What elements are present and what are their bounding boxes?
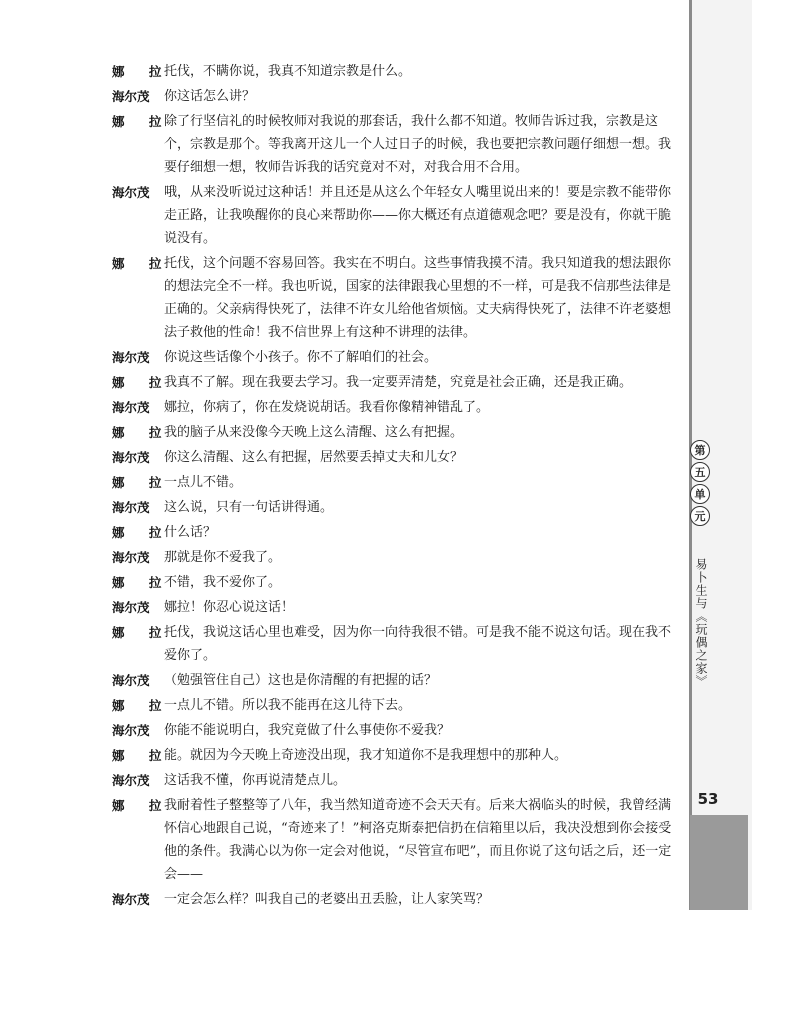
speaker-name: 娜 拉 xyxy=(112,798,172,813)
speaker-name: 海尔茂 xyxy=(112,185,150,200)
lesson-title: 易卜生与《玩偶之家》 xyxy=(694,558,708,688)
dialogue-line xyxy=(112,669,672,692)
dialogue-text: 娜拉，你病了，你在发烧说胡话。我看你像精神错乱了。 xyxy=(164,400,490,415)
speaker-name: 娜 拉 xyxy=(112,525,172,540)
dialogue-text: 你这话怎么讲？ xyxy=(164,89,256,104)
dialogue-text: 你这么清醒、这么有把握，居然要丢掉丈夫和儿女？ xyxy=(164,450,464,465)
dialogue-line xyxy=(112,252,672,344)
dialogue-line xyxy=(112,346,672,369)
dialogue-line xyxy=(112,719,672,742)
dialogue-line xyxy=(112,446,672,469)
dialogue-line xyxy=(112,181,672,250)
dialogue-line xyxy=(112,471,672,494)
unit-char: 五 xyxy=(690,462,710,482)
dialogue-text: 什么话？ xyxy=(164,525,217,540)
speaker-name: 海尔茂 xyxy=(112,550,150,565)
speaker-name: 海尔茂 xyxy=(112,892,150,907)
dialogue-line xyxy=(112,396,672,419)
speaker-name: 海尔茂 xyxy=(112,673,150,688)
page-number: 53 xyxy=(697,790,719,808)
speaker-name: 海尔茂 xyxy=(112,773,150,788)
speaker-name: 娜 拉 xyxy=(112,698,172,713)
dialogue xyxy=(112,60,672,913)
dialogue-text: 我耐着性子整整等了八年，我当然知道奇迹不会天天有。后来大祸临头的时候，我曾经满怀信心地跟自己说，“奇迹来了！”柯洛克斯泰把信扔在信箱里以后，我决没想到你会接受他的条件。我满心以为你一定会对他说，“尽管宣布吧”，而且你说了这句话之后，还一定会—— xyxy=(164,798,672,882)
unit-label xyxy=(690,440,714,528)
dialogue-line xyxy=(112,546,672,569)
speaker-name: 娜 拉 xyxy=(112,114,172,129)
dialogue-line xyxy=(112,596,672,619)
speaker-name: 海尔茂 xyxy=(112,500,150,515)
dialogue-line xyxy=(112,888,672,911)
dialogue-text: 托伐，我说这话心里也难受，因为你一向待我很不错。可是我不能不说这句话。现在我不爱你了。 xyxy=(164,625,672,663)
speaker-name: 娜 拉 xyxy=(112,375,172,390)
dialogue-line xyxy=(112,769,672,792)
dialogue-text: 一点儿不错。 xyxy=(164,475,243,490)
unit-char: 单 xyxy=(690,484,710,504)
dialogue-line xyxy=(112,694,672,717)
dialogue-text: 你说这些话像个小孩子。你不了解咱们的社会。 xyxy=(164,350,438,365)
dialogue-text: 托伐，这个问题不容易回答。我实在不明白。这些事情我摸不清。我只知道我的想法跟你的想法完全不一样。我也听说，国家的法律跟我心里想的不一样，可是我不信那些法律是正确的。父亲病得快死了，法律不许女儿给他省烦恼。丈夫病得快死了，法律不许老婆想法子救他的性命！我不信世界上有这种不讲理的法律。 xyxy=(164,256,672,340)
dialogue-line xyxy=(112,421,672,444)
speaker-name: 海尔茂 xyxy=(112,400,150,415)
dialogue-text: 我真不了解。现在我要去学习。我一定要弄清楚，究竟是社会正确，还是我正确。 xyxy=(164,375,633,390)
dialogue-text: 不错，我不爱你了。 xyxy=(164,575,282,590)
dialogue-text: 这么说，只有一句话讲得通。 xyxy=(164,500,334,515)
dialogue-text: 那就是你不爱我了。 xyxy=(164,550,282,565)
speaker-name: 娜 拉 xyxy=(112,475,172,490)
speaker-name: 海尔茂 xyxy=(112,600,150,615)
dialogue-text: 托伐，不瞒你说，我真不知道宗教是什么。 xyxy=(164,64,412,79)
speaker-name: 海尔茂 xyxy=(112,450,150,465)
dialogue-line xyxy=(112,794,672,886)
dialogue-text: 能。就因为今天晚上奇迹没出现，我才知道你不是我理想中的那种人。 xyxy=(164,748,568,763)
dialogue-line xyxy=(112,85,672,108)
dialogue-line xyxy=(112,60,672,83)
dialogue-text: 除了行坚信礼的时候牧师对我说的那套话，我什么都不知道。牧师告诉过我，宗教是这个，宗教是那个。等我离开这儿一个人过日子的时候，我也要把宗教问题仔细想一想。我要仔细想一想，牧师告诉我的话究竟对不对，对我合用不合用。 xyxy=(164,114,672,175)
dialogue-line xyxy=(112,621,672,667)
speaker-name: 娜 拉 xyxy=(112,575,172,590)
dialogue-line xyxy=(112,496,672,519)
dialogue-line xyxy=(112,371,672,394)
page-corner-tab xyxy=(690,815,748,910)
speaker-name: 娜 拉 xyxy=(112,625,172,640)
dialogue-text: （勉强管住自己）这也是你清醒的有把握的话？ xyxy=(164,673,438,688)
dialogue-line xyxy=(112,110,672,179)
speaker-name: 娜 拉 xyxy=(112,64,172,79)
dialogue-text: 娜拉！你忍心说这话！ xyxy=(164,600,295,615)
dialogue-line xyxy=(112,571,672,594)
speaker-name: 海尔茂 xyxy=(112,350,150,365)
dialogue-text: 一定会怎么样？叫我自己的老婆出丑丢脸，让人家笑骂？ xyxy=(164,892,490,907)
speaker-name: 海尔茂 xyxy=(112,89,150,104)
dialogue-text: 一点儿不错。所以我不能再在这儿待下去。 xyxy=(164,698,412,713)
speaker-name: 娜 拉 xyxy=(112,425,172,440)
speaker-name: 娜 拉 xyxy=(112,748,172,763)
unit-char: 第 xyxy=(690,440,710,460)
dialogue-text: 这话我不懂，你再说清楚点儿。 xyxy=(164,773,347,788)
unit-char: 元 xyxy=(690,506,710,526)
dialogue-text: 你能不能说明白，我究竟做了什么事使你不爱我？ xyxy=(164,723,451,738)
speaker-name: 海尔茂 xyxy=(112,723,150,738)
dialogue-text: 哦，从来没听说过这种话！并且还是从这么个年轻女人嘴里说出来的！要是宗教不能带你走正路，让我唤醒你的良心来帮助你——你大概还有点道德观念吧？要是没有，你就干脆说没有。 xyxy=(164,185,672,246)
dialogue-line xyxy=(112,521,672,544)
dialogue-line xyxy=(112,744,672,767)
speaker-name: 娜 拉 xyxy=(112,256,172,271)
dialogue-text: 我的脑子从来没像今天晚上这么清醒、这么有把握。 xyxy=(164,425,464,440)
